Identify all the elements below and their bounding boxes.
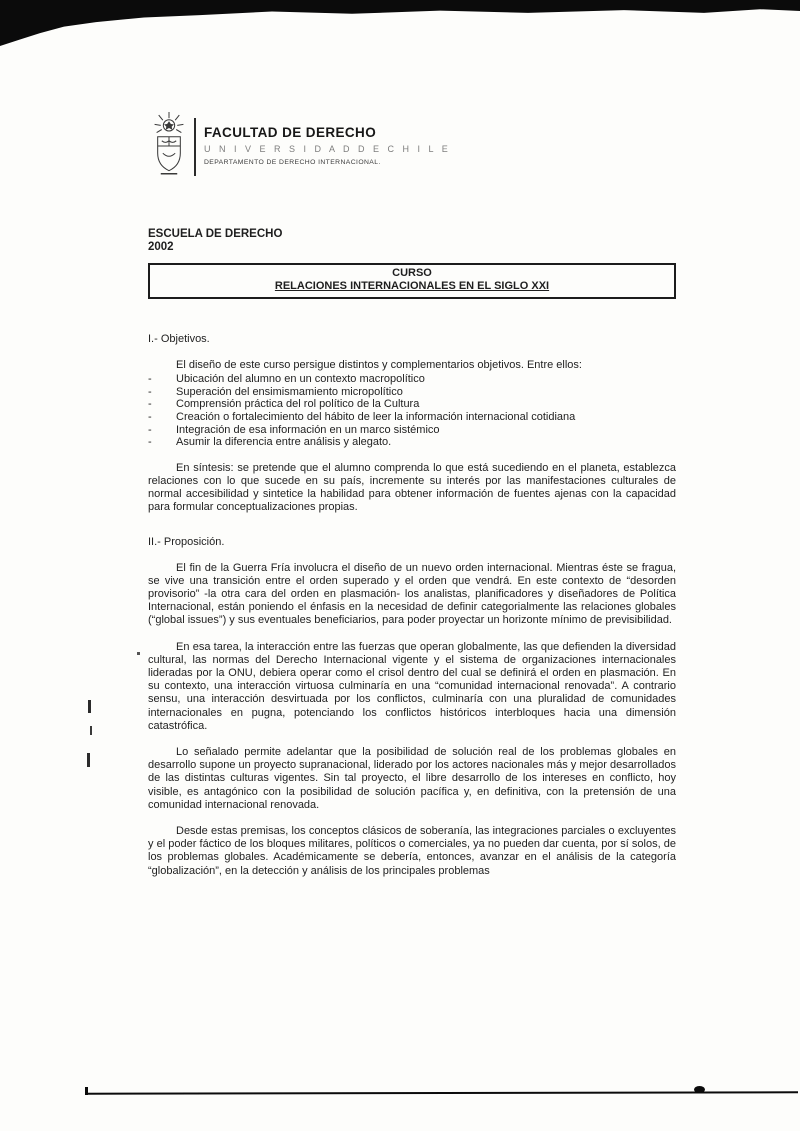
document-body	[148, 228, 676, 878]
letterhead-text	[204, 112, 451, 166]
school-name: ESCUELA DE DERECHO	[148, 228, 283, 240]
objective-item-text: - Asumir la diferencia entre análisis y alegato.	[176, 436, 392, 449]
university-name: U N I V E R S I D A D D E C H I L E	[204, 144, 451, 154]
objective-item	[148, 424, 676, 437]
university-crest-icon	[148, 112, 190, 182]
proposition-paragraph: El fin de la Guerra Fría involucra el diseño de un nuevo orden internacional. Mientras éste se fragua, se vive una transición entre el orden superado y el orden que vendrá. En este contexto de “desorden provisorio” -la otra cara del orden en plasmación- los analistas, planificadores y diseñadores de Política Internacional, están poniendo el énfasis en la necesidad de definir categorialmente las relaciones globales (“global issues”) y sus eventuales beneficiarios, para poder proyectar un horizonte mínimo de previsibilidad.	[148, 561, 676, 627]
scan-artifact-edge-mark	[90, 726, 92, 735]
objective-item-text: - Ubicación del alumno en un contexto macropolítico	[176, 373, 425, 386]
faculty-name: FACULTAD DE DERECHO	[204, 125, 377, 140]
objectives-list	[148, 373, 676, 449]
proposition-paragraph: Desde estas premisas, los conceptos clásicos de soberanía, las integraciones parciales o excluyentes y el poder fáctico de los bloques militares, políticos o comerciales, ya no pueden dar cuenta, por sí solos, de los problemas globales. Académicamente se debería, entonces, avanzar en el análisis de la categoría “globalización”, en la detección y análisis de los principales problemas	[148, 825, 676, 877]
department-name: DEPARTAMENTO DE DERECHO INTERNACIONAL.	[204, 159, 381, 166]
scan-artifact-edge-mark	[88, 700, 91, 713]
objective-item-text: - Superación del ensimismamiento micropolítico	[176, 385, 403, 398]
objective-item	[148, 386, 676, 399]
proposition-paragraph: En esa tarea, la interacción entre las fuerzas que operan globalmente, las que defienden la diversidad cultural, las normas del Derecho Internacional vigente y el sistema de organizaciones internacionales lideradas por la ONU, debiera operar como el crisol dentro del cual se definirá el orden en plasmación. En su contexto, una interacción virtuosa culminaría en una “comunidad internacional renovada”. A contrario sensu, una interacción desvirtuada por los conflictos, culminaría con una pluralidad de comunidades internacionales en pugna, potenciando los conflictos históricos interbloques hacia una dimensión catastrófica.	[148, 640, 676, 732]
objectives-synthesis-paragraph: En síntesis: se pretende que el alumno comprenda lo que está sucediendo en el planeta, establezca relaciones con lo que sucede en su país, incremente su interés por las manifestaciones culturales de normal accesibilidad y sintetice la habilidad para obtener información de fuentes ajenas con la capacidad para formular conceptualizaciones propias.	[148, 461, 676, 514]
scan-artifact-bottom-line	[85, 1091, 798, 1094]
course-title-box	[148, 263, 676, 299]
objective-item	[148, 373, 676, 386]
objective-item	[148, 411, 676, 424]
scan-artifact-dot	[137, 652, 140, 655]
section-title-objectives: I.- Objetivos.	[148, 333, 210, 345]
proposition-paragraph: Lo señalado permite adelantar que la posibilidad de solución real de los problemas globales en desarrollo supone un proyecto supranacional, liderado por los actores nacionales más y mejor desarrollados de las distintas culturas vigentes. Sin tal proyecto, el libre desarrollo de los intereses en conflicto, hoy visible, es antagónico con la posibilidad de solución pacífica y, en definitiva, con la pretensión de una comunidad internacional renovada.	[148, 746, 676, 811]
scan-artifact-bottom-blob	[694, 1086, 705, 1093]
scan-artifact-edge-mark	[87, 753, 90, 767]
school-year: 2002	[148, 241, 174, 253]
objective-item-text: - Creación o fortalecimiento del hábito de leer la información internacional cotidiana	[176, 410, 576, 423]
scan-artifact-bottom-tick	[85, 1087, 88, 1095]
letterhead-divider	[194, 118, 196, 176]
section-title-proposition: II.- Proposición.	[148, 535, 225, 548]
letterhead	[148, 112, 451, 182]
objective-item	[148, 436, 676, 449]
objective-item	[148, 398, 676, 411]
objective-item-text: - Comprensión práctica del rol político de la Cultura	[176, 398, 420, 411]
objective-item-text: - Integración de esa información en un marco sistémico	[176, 423, 440, 436]
scan-artifact-top-band	[0, 0, 800, 46]
course-label: CURSO	[392, 267, 432, 279]
course-title: RELACIONES INTERNACIONALES EN EL SIGLO XXI	[274, 280, 550, 292]
objectives-intro: El diseño de este curso persigue distintos y complementarios objetivos. Entre ellos:	[176, 359, 582, 371]
